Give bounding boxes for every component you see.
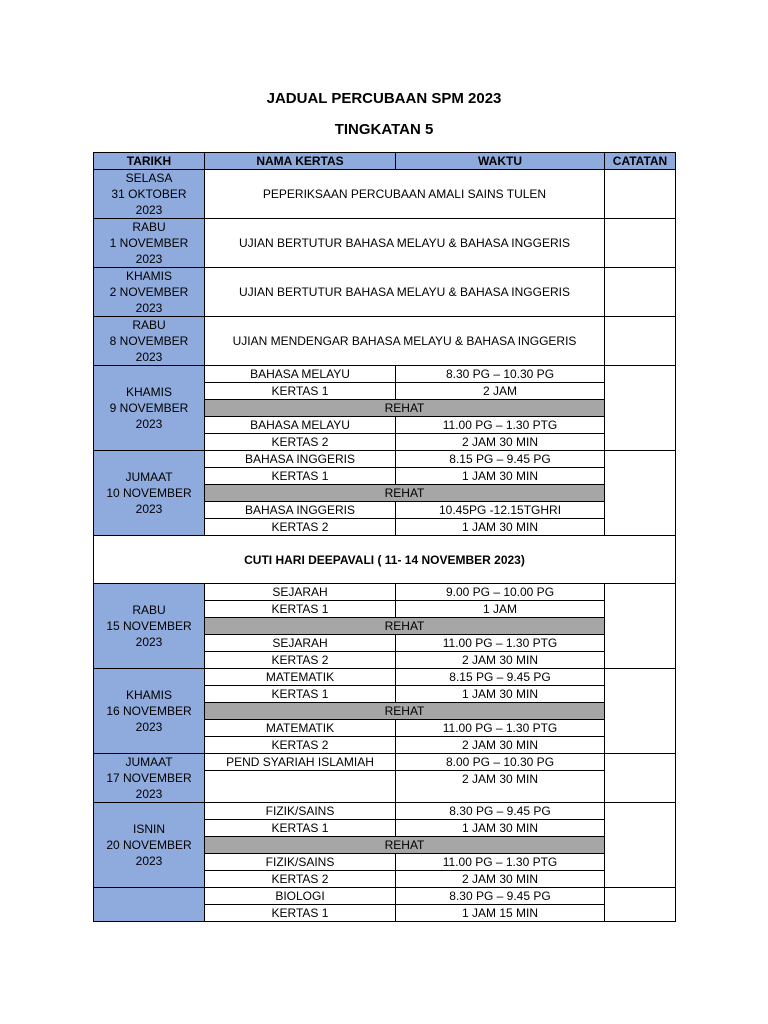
paper-cell: BAHASA MELAYU: [205, 366, 396, 383]
time-cell: 1 JAM 30 MIN: [396, 686, 605, 703]
paper-cell: SEJARAH: [205, 635, 396, 652]
date-year: 2023: [135, 350, 163, 364]
paper-cell: KERTAS 1: [205, 686, 396, 703]
paper-cell: KERTAS 2: [205, 871, 396, 888]
document-subtitle: TINGKATAN 5: [334, 121, 434, 138]
date-day: RABU: [132, 603, 166, 617]
date-year: 2023: [135, 854, 163, 868]
date-day: RABU: [132, 318, 166, 332]
rehat-cell: REHAT: [205, 837, 605, 854]
date-date: 31 OKTOBER: [111, 187, 187, 201]
date-cell: [94, 366, 205, 451]
time-cell: 11.00 PG – 1.30 PTG: [396, 635, 605, 652]
time-cell: 2 JAM: [396, 383, 605, 400]
table-row: [94, 366, 676, 383]
time-cell: 2 JAM 30 MIN: [396, 434, 605, 451]
date-date: 15 NOVEMBER: [106, 619, 192, 633]
date-day: JUMAAT: [125, 470, 173, 484]
time-cell: 8.15 PG – 9.45 PG: [396, 451, 605, 468]
time-cell: 1 JAM 30 MIN: [396, 820, 605, 837]
date-date: 20 NOVEMBER: [106, 838, 192, 852]
paper-cell: BAHASA MELAYU: [205, 417, 396, 434]
date-cell: [94, 584, 205, 669]
date-day: KHAMIS: [125, 688, 172, 702]
table-row: [94, 219, 676, 268]
paper-cell: UJIAN BERTUTUR BAHASA MELAYU & BAHASA INGGERIS: [205, 219, 605, 268]
time-cell: 1 JAM 30 MIN: [396, 519, 605, 536]
time-cell: 9.00 PG – 10.00 PG: [396, 584, 605, 601]
date-year: 2023: [135, 720, 163, 734]
catatan-cell: [605, 170, 676, 219]
table-row: [94, 754, 676, 771]
time-cell: 10.45PG -12.15TGHRI: [396, 502, 605, 519]
time-cell: 8.00 PG – 10.30 PG: [396, 754, 605, 771]
date-cell: [94, 803, 205, 888]
paper-cell: KERTAS 1: [205, 601, 396, 618]
date-day: KHAMIS: [125, 269, 172, 283]
rehat-cell: REHAT: [205, 618, 605, 635]
paper-cell: BAHASA INGGERIS: [205, 451, 396, 468]
paper-cell: [205, 771, 396, 803]
date-cell: [94, 219, 205, 268]
header-catatan: CATATAN: [605, 153, 676, 170]
table-row: [94, 451, 676, 468]
paper-cell: KERTAS 2: [205, 434, 396, 451]
date-cell: [94, 754, 205, 803]
date-day: KHAMIS: [125, 385, 172, 399]
catatan-cell: [605, 669, 676, 754]
paper-cell: KERTAS 1: [205, 905, 396, 922]
time-cell: 8.30 PG – 9.45 PG: [396, 803, 605, 820]
time-cell: 8.30 PG – 9.45 PG: [396, 888, 605, 905]
time-cell: 2 JAM 30 MIN: [396, 771, 605, 803]
date-year: 2023: [135, 203, 163, 217]
date-cell: [94, 268, 205, 317]
time-cell: 11.00 PG – 1.30 PTG: [396, 854, 605, 871]
document-title: JADUAL PERCUBAAN SPM 2023: [266, 90, 502, 107]
header-tarikh: TARIKH: [94, 153, 205, 170]
table-row: [94, 803, 676, 820]
paper-cell: KERTAS 2: [205, 652, 396, 669]
rehat-cell: REHAT: [205, 703, 605, 720]
time-cell: 2 JAM 30 MIN: [396, 871, 605, 888]
header-nama-kertas: NAMA KERTAS: [205, 153, 396, 170]
table-row: [94, 669, 676, 686]
paper-cell: SEJARAH: [205, 584, 396, 601]
paper-cell: PEND SYARIAH ISLAMIAH: [205, 754, 396, 771]
date-date: 1 NOVEMBER: [109, 236, 189, 250]
paper-cell: UJIAN MENDENGAR BAHASA MELAYU & BAHASA INGGERIS: [205, 317, 605, 366]
catatan-cell: [605, 219, 676, 268]
catatan-cell: [605, 317, 676, 366]
paper-cell: MATEMATIK: [205, 669, 396, 686]
catatan-cell: [605, 366, 676, 451]
date-cell: [94, 669, 205, 754]
table-header-row: [94, 153, 676, 170]
paper-cell: BIOLOGI: [205, 888, 396, 905]
time-cell: 2 JAM 30 MIN: [396, 652, 605, 669]
date-date: 9 NOVEMBER: [109, 401, 189, 415]
date-date: 8 NOVEMBER: [109, 334, 189, 348]
time-cell: 1 JAM: [396, 601, 605, 618]
table-row: [94, 584, 676, 601]
time-cell: 2 JAM 30 MIN: [396, 737, 605, 754]
paper-cell: BAHASA INGGERIS: [205, 502, 396, 519]
date-cell: [94, 451, 205, 536]
date-date: 10 NOVEMBER: [106, 486, 192, 500]
date-date: 17 NOVEMBER: [106, 771, 192, 785]
catatan-cell: [605, 451, 676, 536]
paper-cell: KERTAS 1: [205, 820, 396, 837]
catatan-cell: [605, 888, 676, 922]
date-day: SELASA: [125, 171, 173, 185]
time-cell: 1 JAM 15 MIN: [396, 905, 605, 922]
time-cell: 11.00 PG – 1.30 PTG: [396, 417, 605, 434]
date-year: 2023: [135, 502, 163, 516]
holiday-row: [94, 536, 676, 584]
paper-cell: PEPERIKSAAN PERCUBAAN AMALI SAINS TULEN: [205, 170, 605, 219]
paper-cell: KERTAS 1: [205, 468, 396, 485]
date-day: RABU: [132, 220, 166, 234]
date-day: JUMAAT: [125, 755, 173, 769]
date-cell: [94, 317, 205, 366]
catatan-cell: [605, 584, 676, 669]
table-row: [94, 317, 676, 366]
time-cell: 11.00 PG – 1.30 PTG: [396, 720, 605, 737]
date-date: 2 NOVEMBER: [109, 285, 189, 299]
table-row: [94, 170, 676, 219]
date-year: 2023: [135, 635, 163, 649]
paper-cell: KERTAS 2: [205, 737, 396, 754]
date-year: 2023: [135, 301, 163, 315]
time-cell: 8.15 PG – 9.45 PG: [396, 669, 605, 686]
rehat-cell: REHAT: [205, 485, 605, 502]
paper-cell: UJIAN BERTUTUR BAHASA MELAYU & BAHASA INGGERIS: [205, 268, 605, 317]
catatan-cell: [605, 268, 676, 317]
header-waktu: WAKTU: [396, 153, 605, 170]
holiday-cell: CUTI HARI DEEPAVALI ( 11- 14 NOVEMBER 2023): [94, 536, 676, 584]
table-row: [94, 888, 676, 905]
date-cell: [94, 888, 205, 922]
time-cell: 8.30 PG – 10.30 PG: [396, 366, 605, 383]
paper-cell: MATEMATIK: [205, 720, 396, 737]
time-cell: 1 JAM 30 MIN: [396, 468, 605, 485]
catatan-cell: [605, 803, 676, 888]
paper-cell: KERTAS 2: [205, 519, 396, 536]
paper-cell: KERTAS 1: [205, 383, 396, 400]
date-year: 2023: [135, 417, 163, 431]
rehat-cell: REHAT: [205, 400, 605, 417]
date-date: 16 NOVEMBER: [106, 704, 192, 718]
paper-cell: FIZIK/SAINS: [205, 803, 396, 820]
date-year: 2023: [135, 252, 163, 266]
date-cell: [94, 170, 205, 219]
exam-schedule-table: [93, 152, 676, 922]
date-year: 2023: [135, 787, 163, 801]
table-row: [94, 268, 676, 317]
date-day: ISNIN: [132, 822, 165, 836]
paper-cell: FIZIK/SAINS: [205, 854, 396, 871]
catatan-cell: [605, 754, 676, 803]
